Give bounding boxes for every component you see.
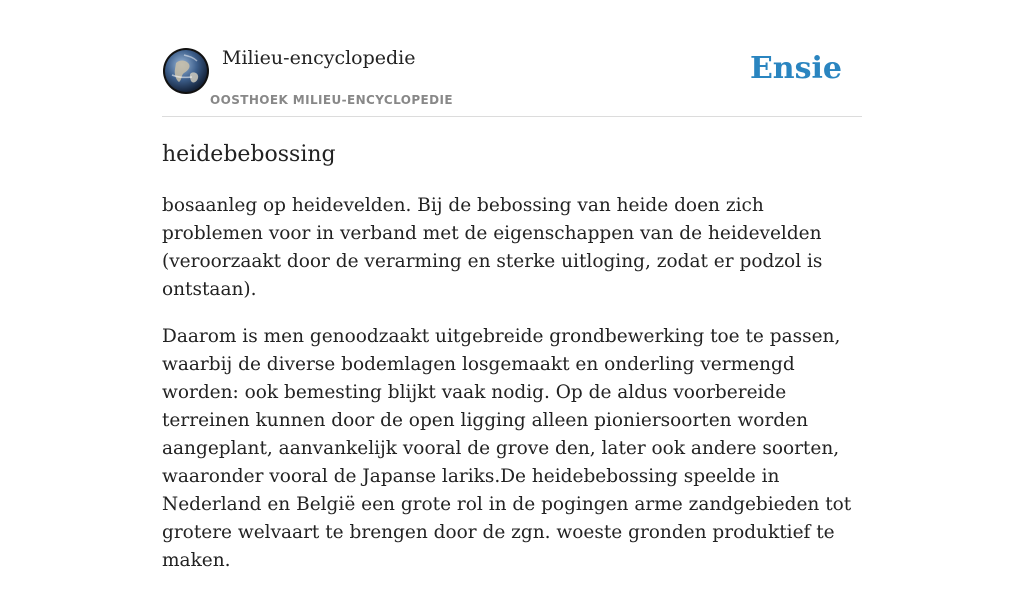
main-content bbox=[162, 0, 862, 571]
entry-body bbox=[162, 192, 862, 594]
brand-logo[interactable]: Ensie bbox=[749, 51, 842, 86]
entry-paragraph: Daarom is men genoodzaakt uitgebreide grondbewerking toe te passen, waarbij de diverse bodemlagen losgemaakt en onderling vermengd worden: ook bemesting blijkt vaak nodig. Op de aldus voorbereide terreinen kunnen door de open ligging alleen pioniersoorten worden aangeplant, aanvankelijk vooral de grove den, later ook andere soorten, waaronder vooral de Japanse lariks.De heidebebossing speelde in Nederland en België een grote rol in de pogingen arme zandgebieden tot grotere welvaart te brengen door de zgn. woeste gronden produktief te maken. bbox=[162, 326, 852, 571]
source-title[interactable]: Milieu-encyclopedie bbox=[222, 47, 416, 69]
earth-globe-icon[interactable] bbox=[162, 47, 210, 95]
page-title: heidebebossing bbox=[162, 142, 336, 167]
entry-paragraph: bosaanleg op heidevelden. Bij de bebossing van heide doen zich problemen voor in verband met de eigenschappen van de heidevelden (veroorzaakt door de verarming en sterke uitloging, zodat er podzol is ontstaan). bbox=[162, 195, 823, 300]
header bbox=[162, 0, 862, 117]
source-subtitle[interactable]: OOSTHOEK MILIEU-ENCYCLOPEDIE bbox=[210, 93, 453, 107]
